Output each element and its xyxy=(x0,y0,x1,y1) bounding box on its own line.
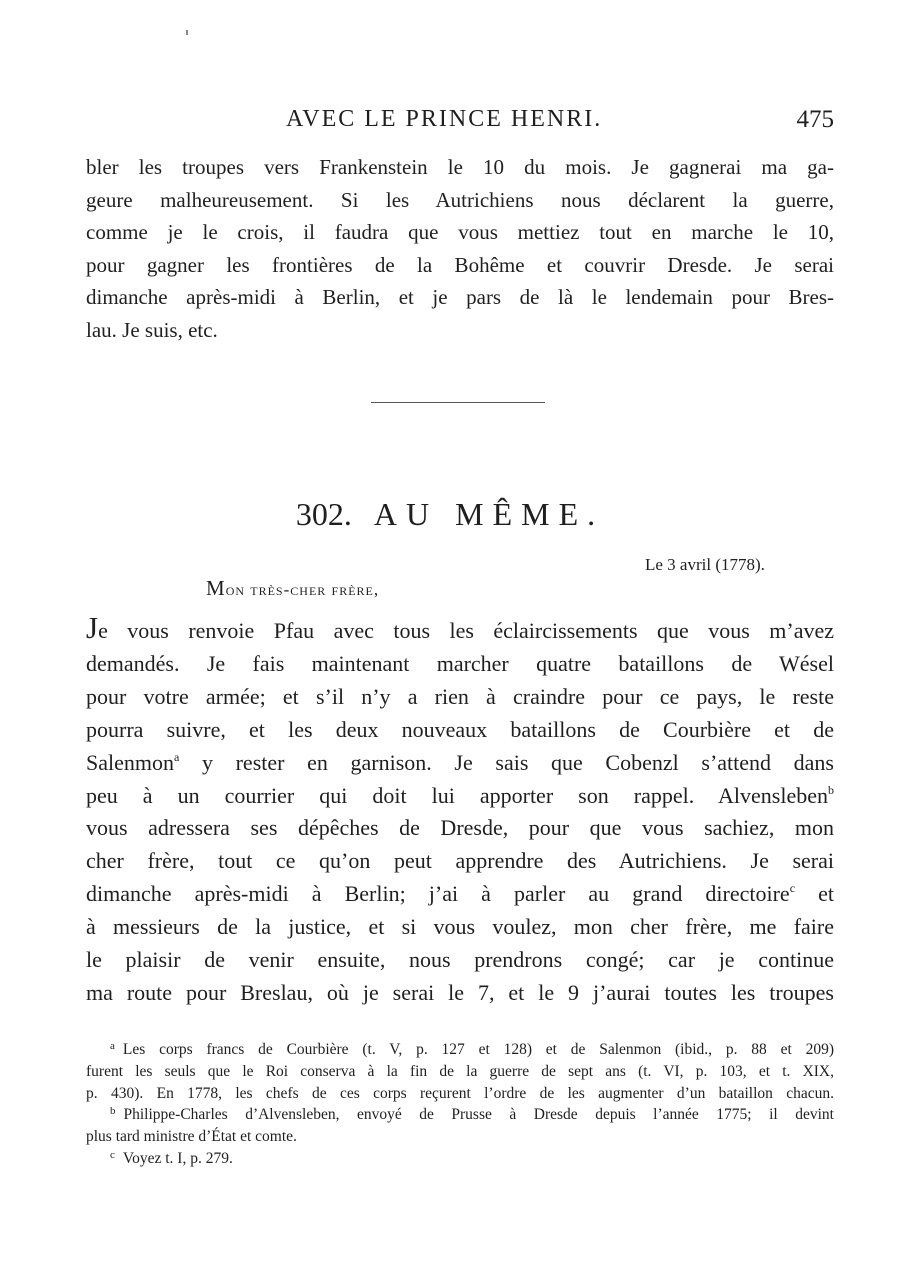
text-line: dimanche après-midi à Berlin, et je pars de là le lendemain pour Bres- xyxy=(86,285,834,310)
text-line: pourra suivre, et les deux nouveaux bataillons de Courbière et de xyxy=(86,716,834,742)
footnote-mark: b xyxy=(110,1105,116,1118)
text-line: vous adressera ses dépêches de Dresde, pour que vous sachiez, mon xyxy=(86,815,834,841)
text-line: pour gagner les frontières de la Bohême et couvrir Dresde. Je serai xyxy=(86,252,834,277)
text-line: Salenmon$^a$ y rester en garnison. Je sais que Cobenzl s’attend dans xyxy=(86,749,834,775)
text-line: le plaisir de venir ensuite, nous prendrons congé; car je continue xyxy=(86,947,834,973)
running-title: AVEC LE PRINCE HENRI. xyxy=(286,106,603,132)
letter-date: Le 3 avril (1778). xyxy=(645,555,765,574)
salutation xyxy=(206,576,379,601)
text-line: ma route pour Breslau, où je serai le 7, et le 9 j’aurai toutes les troupes xyxy=(86,979,834,1005)
footnote-line: p. 430). En 1778, les chefs de ces corps reçurent l’ordre de les augmenter d’un bataillon chacun. xyxy=(86,1084,834,1102)
footnote-mark: c xyxy=(110,1148,115,1161)
letter-title: AU MÊME. xyxy=(373,496,605,532)
text-line: pour votre armée; et s’il n’y a rien à craindre pour ce pays, le reste xyxy=(86,683,834,709)
text-line: cher frère, tout ce qu’on peut apprendre des Autrichiens. Je serai xyxy=(86,848,834,874)
salutation-text: on très-cher frère, xyxy=(225,580,380,599)
text-line: à messieurs de la justice, et si vous voulez, mon cher frère, me faire xyxy=(86,914,834,940)
section-divider xyxy=(371,402,545,403)
text-line: bler les troupes vers Frankenstein le 10 du mois. Je gagnerai ma ga- xyxy=(86,155,834,179)
salutation-initial: M xyxy=(206,576,226,600)
previous-letter-ending xyxy=(86,151,834,347)
text-line: demandés. Je fais maintenant marcher quatre bataillons de Wésel xyxy=(86,650,834,676)
running-head xyxy=(86,106,834,136)
text-line: comme je le crois, il faudra que vous mettiez tout en marche le 10, xyxy=(86,220,834,245)
text-line: peu à un courrier qui doit lui apporter son rappel. Alvensleben$^b$ xyxy=(86,782,834,808)
footnote-mark: a xyxy=(110,1040,115,1052)
letter-number: 302. xyxy=(295,496,352,532)
footnotes xyxy=(86,1039,834,1170)
letter-heading xyxy=(0,496,900,533)
footnote-a: $^a$ Les corps francs de Courbière (t. V, p. 127 et 128) et de Salenmon (ibid., p. 88 et 209) xyxy=(110,1040,834,1058)
footnote-line: furent les seuls que le Roi conserva à la fin de la guerre de sept ans (t. VI, p. 103, et t. XIX, xyxy=(86,1062,834,1080)
letter-body xyxy=(86,615,834,1010)
text-line: Je vous renvoie Pfau avec tous les éclaircissements que vous m’avez xyxy=(86,615,834,648)
stray-ink-mark xyxy=(186,30,188,35)
drop-cap: J xyxy=(86,615,99,645)
footnote-ref-b[interactable]: b xyxy=(828,782,834,797)
footnote-c: $^c$ Voyez t. I, p. 279. xyxy=(110,1148,233,1167)
text-line: dimanche après-midi à Berlin; j’ai à parler au grand directoire$^c$ et xyxy=(86,881,834,907)
text-line: geure malheureusement. Si les Autrichiens nous déclarent la guerre, xyxy=(86,187,834,212)
page-number: 475 xyxy=(796,106,834,133)
footnote-line: plus tard ministre d’État et comte. xyxy=(86,1128,297,1146)
text-line: lau. Je suis, etc. xyxy=(86,317,218,342)
footnote-ref-c[interactable]: c xyxy=(789,881,796,896)
footnote-ref-a[interactable]: a xyxy=(174,749,180,764)
footnote-b: $^b$ Philippe-Charles d’Alvensleben, envoyé de Prusse à Dresde depuis l’année 1775; il devint xyxy=(110,1105,834,1124)
